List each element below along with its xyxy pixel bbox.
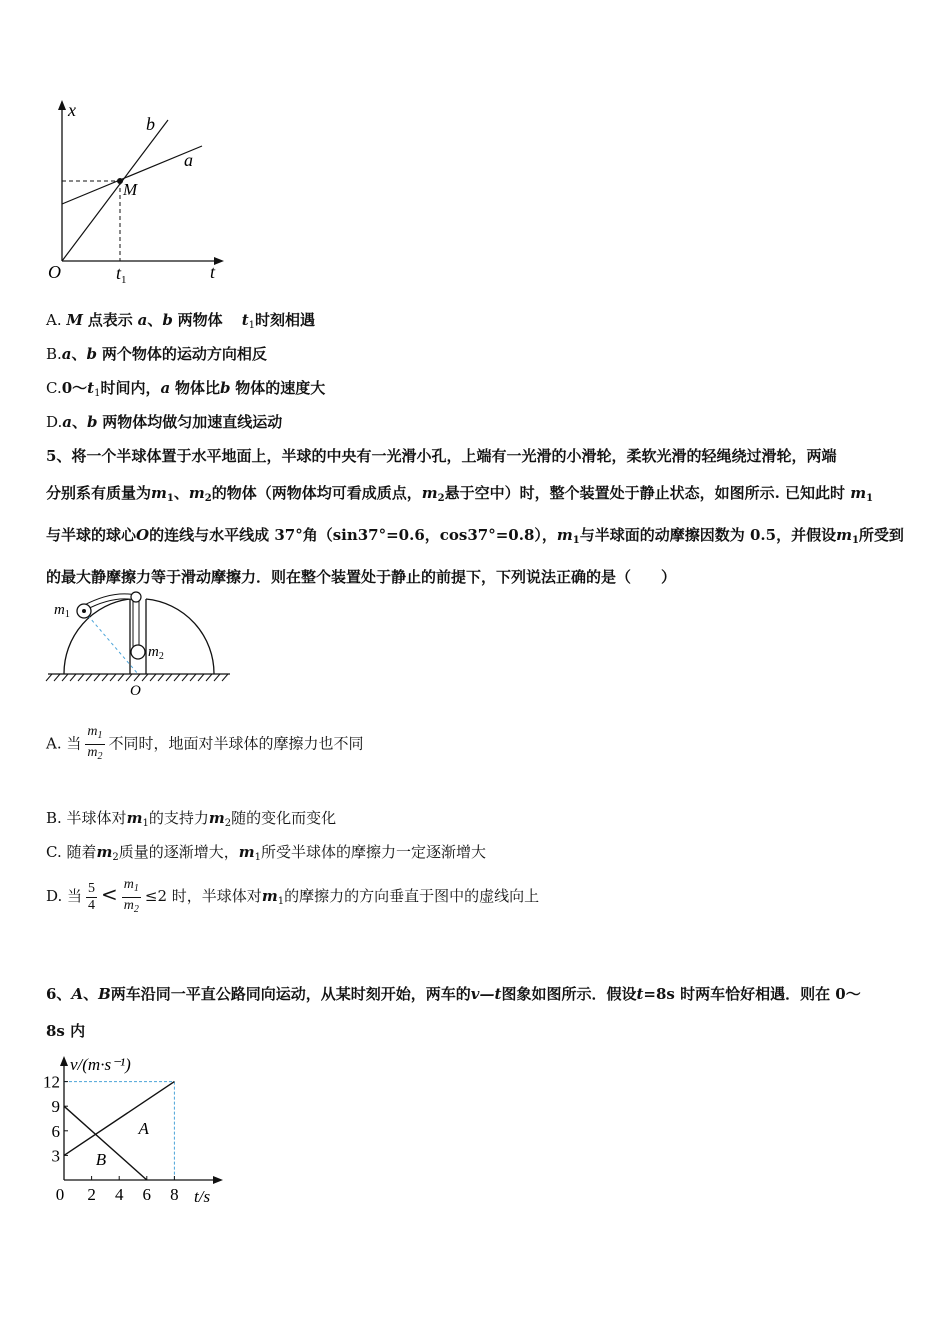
vt-xlabel: t/s <box>194 1187 211 1206</box>
xt-label-a: a <box>184 150 193 170</box>
q4b-a: a <box>61 345 72 363</box>
q4c-text2: 物体比 <box>175 379 221 397</box>
q4a-text3: 时刻相遇 <box>255 311 316 329</box>
q4b-b: b <box>86 345 98 363</box>
q5a-pre: A. 当 <box>46 734 82 753</box>
q5-stem <box>46 438 908 596</box>
q4b-sep: 、 <box>71 345 87 363</box>
q4b-label: B. <box>46 345 62 363</box>
xt-t-arrow <box>214 257 224 265</box>
q5-line3: 与半球的球心O的连线与水平线成 37°角（sin37°=0.6，cos37°=0.8），$m_1$与半球面的动摩擦因数为 0.5，并假设$m_1$所受到 <box>46 526 904 546</box>
vt-ytick-label-6: 6 <box>51 1121 60 1141</box>
q4d-label: D. <box>46 413 63 431</box>
q4a-text2: 两物体 <box>177 311 223 329</box>
xt-label-b: b <box>146 114 155 134</box>
q4a-b: b <box>162 311 173 329</box>
fig2-label-m2: $m_2$ <box>148 644 164 662</box>
q4-option-a <box>46 310 315 336</box>
q4c-text1: 时间内， <box>100 379 161 397</box>
q5d-fraction-54: $\frac{5}{4}$ <box>88 880 96 913</box>
rope-rod <box>133 598 139 652</box>
q4c-b: b <box>220 379 231 397</box>
vt-xtick-label-8: 8 <box>170 1185 179 1204</box>
vt-xtick-label-4: 4 <box>114 1185 124 1204</box>
q5-line1: 5、将一个半球体置于水平地面上，半球的中央有一光滑小孔，上端有一光滑的小滑轮，柔软光滑的轻绳绕过滑轮，两端 <box>46 447 837 465</box>
xt-label-t1: $t_1$ <box>116 263 127 286</box>
q4a-label: A. <box>46 311 62 329</box>
ground-hatch <box>46 674 228 681</box>
vt-chart <box>40 1048 240 1213</box>
vt-x-arrow <box>213 1176 223 1184</box>
xt-graph <box>40 96 240 296</box>
q4a-m: M <box>66 311 83 329</box>
q4c-label: C. <box>46 379 62 397</box>
mass-m1-dot <box>82 609 86 613</box>
q5d-fraction-m: $\frac{m_1}{m_2}$ <box>123 876 139 915</box>
q5-line2: 分别系有质量为$m_1$、$m_2$的物体（两物体均可看成质点，$m_2$悬于空中）时，整个装置处于静止状态，如图所示. 已知此时 $m_1$ <box>46 484 874 504</box>
vt-xtick-label-6: 6 <box>142 1185 152 1204</box>
hemisphere-right <box>146 599 214 674</box>
q5-line4: 的最大静摩擦力等于滑动摩擦力．则在整个装置处于静止的前提下，下列说法正确的是（ ） <box>46 568 677 586</box>
q4c-a: a <box>160 379 171 397</box>
vt-ytick-label-12: 12 <box>43 1072 60 1092</box>
q4c-text3: 物体的速度大 <box>235 379 326 397</box>
q4c-range: 0～ <box>61 379 88 397</box>
q4d-b: b <box>87 413 98 431</box>
xt-label-m: M <box>123 180 138 199</box>
vt-series-A <box>64 1082 174 1156</box>
vt-xtick-label-0: 0 <box>55 1185 65 1204</box>
q4d-a: a <box>62 413 72 431</box>
xt-line-b <box>62 120 168 261</box>
q4a-sep: 、 <box>147 311 163 329</box>
hemisphere-left <box>64 599 130 674</box>
hemisphere-figure <box>44 586 244 700</box>
mass-m2 <box>131 645 145 659</box>
xt-y-arrow <box>58 100 66 110</box>
fig2-label-o: O <box>130 683 141 699</box>
q4a-text1: 点表示 <box>87 311 133 329</box>
q4c-t: t <box>87 379 95 397</box>
q5a-text: 不同时，地面对半球体的摩擦力也不同 <box>108 734 364 753</box>
fig2-label-m1: $m_1$ <box>54 602 70 620</box>
vt-label-A: A <box>138 1119 149 1139</box>
vt-xtick-label-2: 2 <box>87 1185 96 1204</box>
q4c-sub: 1 <box>94 388 101 399</box>
q4-option-c <box>46 378 325 404</box>
vt-label-B: B <box>95 1150 107 1170</box>
q5-option-d: D. 当 $\frac{5}{4}$ < $\frac{m_1}{m_2}$ ≤2 时，半球体对$m_1$的摩擦力的方向垂直于图中的虚线向上 <box>46 876 539 920</box>
vt-ylabel: v/(m·s⁻¹) <box>70 1055 131 1074</box>
vt-ytick-label-9: 9 <box>51 1097 60 1117</box>
pulley <box>131 592 141 602</box>
q4a-a: a <box>137 311 148 329</box>
q5a-fraction: $\frac{m_1}{m_2}$ <box>87 724 103 762</box>
q5-option-b: B. 半球体对$m_1$的支持力$m_2$随的变化而变化 <box>46 809 337 829</box>
q5-option-a <box>46 724 364 765</box>
q4-option-b <box>46 344 267 364</box>
q6-line2: 8s 内 <box>46 1022 86 1040</box>
xt-label-x: x <box>68 100 76 120</box>
q4d-text: 两物体均做匀加速直线运动 <box>102 413 283 431</box>
xt-label-t: t <box>210 262 216 282</box>
q4b-text: 两个物体的运动方向相反 <box>101 345 267 363</box>
q6-line1: 6、A、B两车沿同一平直公路同向运动，从某时刻开始，两车的v—t图象如图所示．假设t=8s 时两车恰好相遇．则在 0～ <box>46 985 861 1003</box>
q4-option-d <box>46 412 282 432</box>
vt-y-arrow <box>60 1056 68 1066</box>
q5-option-c: C. 随着$m_2$质量的逐渐增大，$m_1$所受半球体的摩擦力一定逐渐增大 <box>46 843 487 863</box>
vt-ytick-label-3: 3 <box>51 1146 60 1166</box>
q6-stem <box>46 976 908 1050</box>
q4a-t: t <box>241 311 249 329</box>
q4d-sep: 、 <box>72 413 88 431</box>
q4a-sub: 1 <box>248 320 256 331</box>
xt-label-o: O <box>48 262 61 282</box>
